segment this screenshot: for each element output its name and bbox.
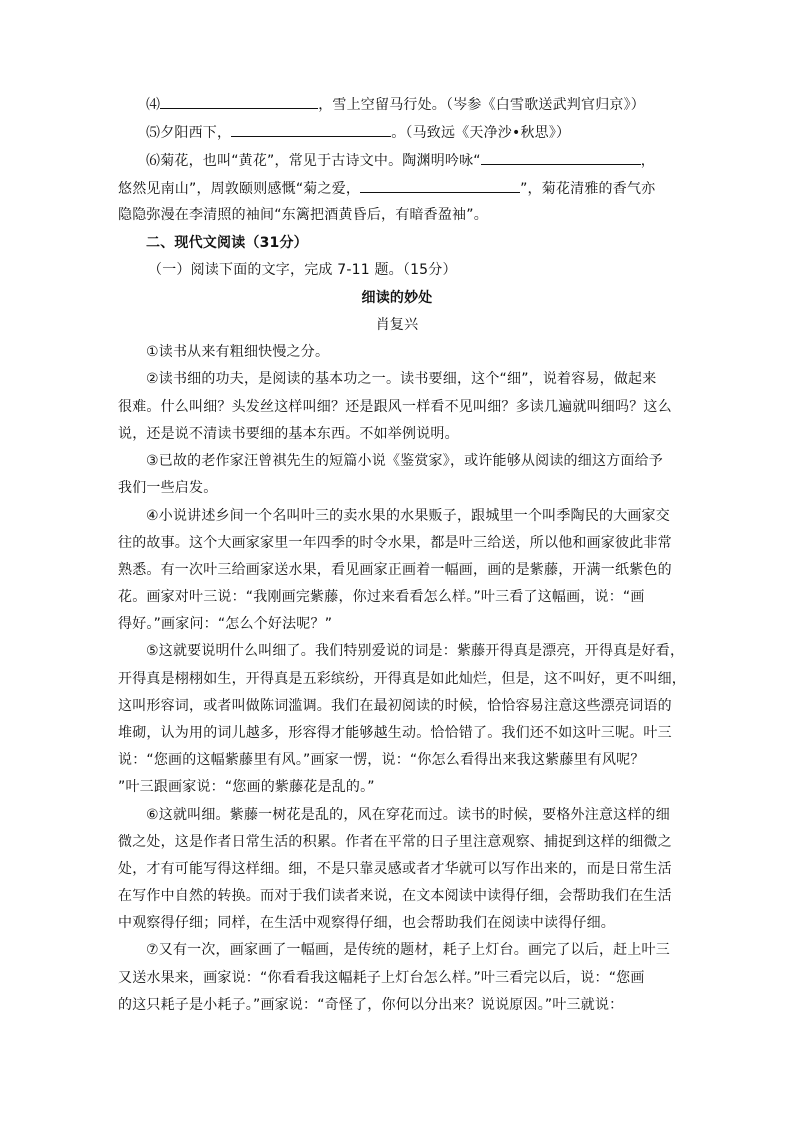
article-line: 堆砌，认为用的词儿越多，形容得才能够越生动。恰恰错了。我们还不如这叶三呢。叶三 bbox=[118, 725, 672, 741]
section-heading: 二、现代文阅读（31分） bbox=[146, 235, 308, 251]
poetry-q5-line bbox=[146, 123, 706, 142]
article-line: ①读书从来有粗细快慢之分。 bbox=[146, 344, 330, 360]
poetry-q4-blank[interactable] bbox=[160, 95, 318, 109]
article-line: ⑤这就要说明什么叫细了。我们特别爱说的词是：紫藤开得真是漂亮，开得真是好看， bbox=[146, 643, 685, 659]
poetry-q6-line2-prefix: 悠然见南山”，周敦颐则感慨“菊之爱， bbox=[118, 181, 361, 197]
article-line: 微之处，这是作者日常生活的积累。作者在平常的日子里注意观察、捕捉到这样的细微之 bbox=[118, 834, 672, 850]
article-line: ②读书细的功夫，是阅读的基本功之一。读书要细，这个“细”，说着容易，做起来 bbox=[146, 371, 657, 387]
poetry-q5-suffix: 。（马致远《天净沙•秋思》） bbox=[391, 125, 571, 141]
poetry-q6-line-2 bbox=[118, 179, 678, 198]
article-title: 细读的妙处 bbox=[361, 290, 433, 306]
article-line: 说：“您画的这幅紫藤里有风。”画家一愣，说：“你怎么看得出来我这紫藤里有风呢？ bbox=[118, 752, 645, 768]
article-line: 很难。什么叫细？头发丝这样叫细？还是跟风一样看不见叫细？多读几遍就叫细吗？这么 bbox=[118, 399, 672, 415]
article-line: 开得真是栩栩如生，开得真是五彩缤纷，开得真是如此灿烂，但是，这不叫好，更不叫细， bbox=[118, 671, 686, 687]
article-line: 说，还是说不清读书要细的基本东西。不如举例说明。 bbox=[118, 426, 459, 442]
article-line: 在写作中自然的转换。而对于我们读者来说，在文本阅读中读得仔细，会帮助我们在生活 bbox=[118, 888, 672, 904]
poetry-q4-line bbox=[146, 95, 706, 114]
poetry-q6-line-3: 隐隐弥漫在李清照的袖间“东篱把酒黄昏后，有暗香盈袖”。 bbox=[118, 207, 488, 223]
article-line: 这叫形容词，或者叫做陈词滥调。我们在最初阅读的时候，恰恰容易注意这些漂亮词语的 bbox=[118, 698, 672, 714]
poetry-q6-line1-suffix: ， bbox=[640, 153, 655, 169]
article-line: ⑥这就叫细。紫藤一树花是乱的，风在穿花而过。读书的时候，要格外注意这样的细 bbox=[146, 807, 670, 823]
poetry-q5-prefix: ⑸夕阳西下， bbox=[146, 125, 232, 141]
article-line: 我们一些启发。 bbox=[118, 480, 218, 496]
article-line: 中观察得仔细；同样，在生活中观察得仔细，也会帮助我们在阅读中读得仔细。 bbox=[118, 915, 615, 931]
article-line: 熟悉。有一次叶三给画家送水果，看见画家正画着一幅画，画的是紫藤，开满一纸紫色的 bbox=[118, 562, 672, 578]
poetry-q4-prefix: ⑷ bbox=[146, 97, 161, 113]
poetry-q6-line1-prefix: ⑹菊花，也叫“黄花”，常见于古诗文中。陶渊明吟咏“ bbox=[146, 153, 481, 169]
article-line: 花。画家对叶三说：“我刚画完紫藤，你过来看看怎么样。”叶三看了这幅画，说：“画 bbox=[118, 589, 645, 605]
article-line: 处，才有可能写得这样细。细，不是只靠灵感或者才华就可以写作出来的，而是日常生活 bbox=[118, 861, 672, 877]
poetry-q6-blank-1[interactable] bbox=[481, 151, 641, 165]
article-line: 又送水果来，画家说：“你看看我这幅耗子上灯台怎么样。”叶三看完以后，说：“您画 bbox=[118, 970, 645, 986]
poetry-q6-line2-suffix: ”，菊花清雅的香气亦 bbox=[520, 181, 656, 197]
section-sub-heading: （一）阅读下面的文字，完成 7-11 题。（15分） bbox=[148, 262, 457, 278]
article-author: 肖复兴 bbox=[375, 317, 419, 333]
article-line: 的这只耗子是小耗子。”画家说：“奇怪了，你何以分出来？说说原因。”叶三就说： bbox=[118, 997, 624, 1013]
article-line: ③已故的老作家汪曾祺先生的短篇小说《鉴赏家》，或许能够从阅读的细这方面给予 bbox=[146, 453, 663, 469]
article-line: 得好。”画家问：“怎么个好法呢？” bbox=[118, 616, 333, 632]
article-line: ④小说讲述乡间一个名叫叶三的卖水果的水果贩子，跟城里一个叫季陶民的大画家交 bbox=[146, 508, 670, 524]
poetry-q6-blank-2[interactable] bbox=[360, 179, 520, 193]
article-line: ⑦又有一次，画家画了一幅画，是传统的题材，耗子上灯台。画完了以后，赶上叶三 bbox=[146, 942, 670, 958]
article-line: 往的故事。这个大画家家里一年四季的时令水果，都是叶三给送，所以他和画家彼此非常 bbox=[118, 535, 672, 551]
poetry-q4-suffix: ，雪上空留马行处。（岑参《白雪歌送武判官归京》） bbox=[318, 97, 646, 113]
poetry-q6-line-1 bbox=[146, 151, 706, 170]
poetry-q5-blank[interactable] bbox=[231, 123, 391, 137]
article-line: ”叶三跟画家说：“您画的紫藤花是乱的。” bbox=[118, 779, 375, 795]
